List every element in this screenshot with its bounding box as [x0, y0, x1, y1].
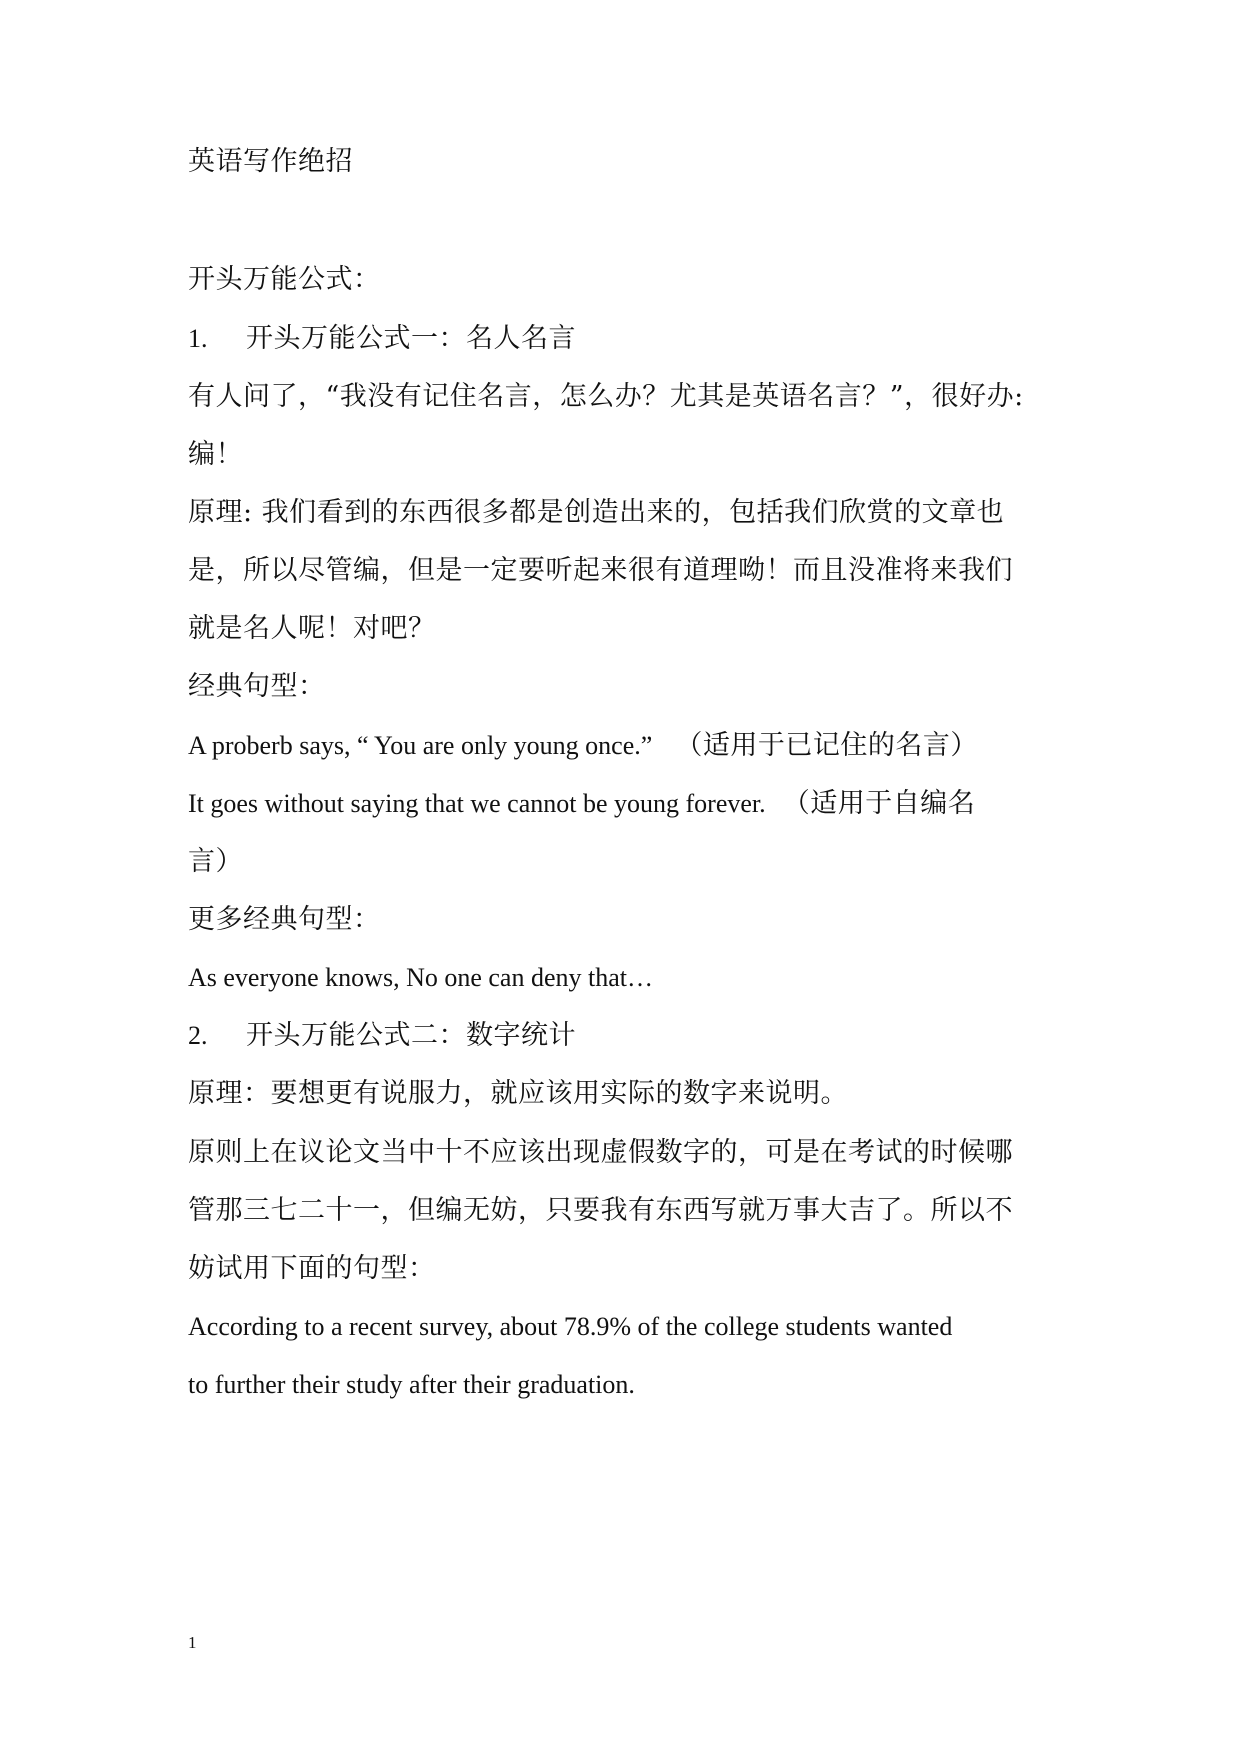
paragraph-3: 原理：要想更有说服力，就应该用实际的数字来说明。 [188, 1078, 848, 1109]
list-item-1 [188, 322, 1088, 356]
list-item-2 [188, 1019, 1088, 1053]
page-number: 1 [188, 1633, 197, 1652]
list-item-1-number: 1. [188, 324, 208, 353]
example-2-english: It goes without saying that we cannot be young forever. [188, 789, 766, 818]
paragraph-2-line-1: 原理: 我们看到的东西很多都是创造出来的，包括我们欣赏的文章也 [188, 497, 1005, 528]
example-4-line-2: to further their study after their graduation. [188, 1370, 635, 1399]
list-item-2-number: 2. [188, 1021, 208, 1050]
section-heading: 开头万能公式： [188, 264, 381, 295]
classic-sentences-heading: 经典句型： [188, 671, 326, 702]
list-item-2-label: 开头万能公式二：数字统计 [246, 1020, 576, 1051]
paragraph-2-line-3: 就是名人呢！对吧？ [188, 613, 436, 644]
example-1-note: （适用于已记住的名言） [675, 730, 978, 761]
example-2-line-1 [188, 787, 1088, 821]
example-1-english: A proberb says, “ You are only young once.” [188, 731, 653, 760]
more-sentences-heading: 更多经典句型： [188, 904, 381, 935]
paragraph-4-line-3: 妨试用下面的句型： [188, 1253, 436, 1284]
example-3-english: As everyone knows, No one can deny that… [188, 963, 653, 992]
paragraph-4-line-2: 管那三七二十一，但编无妨，只要我有东西写就万事大吉了。所以不 [188, 1195, 1013, 1226]
document-title: 英语写作绝招 [188, 146, 353, 177]
example-4-line-1: According to a recent survey, about 78.9% of the college students wanted [188, 1312, 953, 1341]
list-item-1-label: 开头万能公式一：名人名言 [246, 323, 576, 354]
example-2-note: （适用于自编名 [782, 788, 976, 819]
paragraph-2-line-2: 是，所以尽管编，但是一定要听起来很有道理呦！而且没准将来我们 [188, 555, 1013, 586]
example-1 [188, 729, 1088, 763]
paragraph-1-line-2: 编！ [188, 439, 243, 470]
example-2-line-2: 言） [188, 846, 243, 877]
paragraph-4-line-1: 原则上在议论文当中十不应该出现虚假数字的，可是在考试的时候哪 [188, 1137, 1013, 1168]
paragraph-1-line-1: 有人问了，“我没有记住名言，怎么办？尤其是英语名言？”，很好办: [188, 381, 1024, 412]
